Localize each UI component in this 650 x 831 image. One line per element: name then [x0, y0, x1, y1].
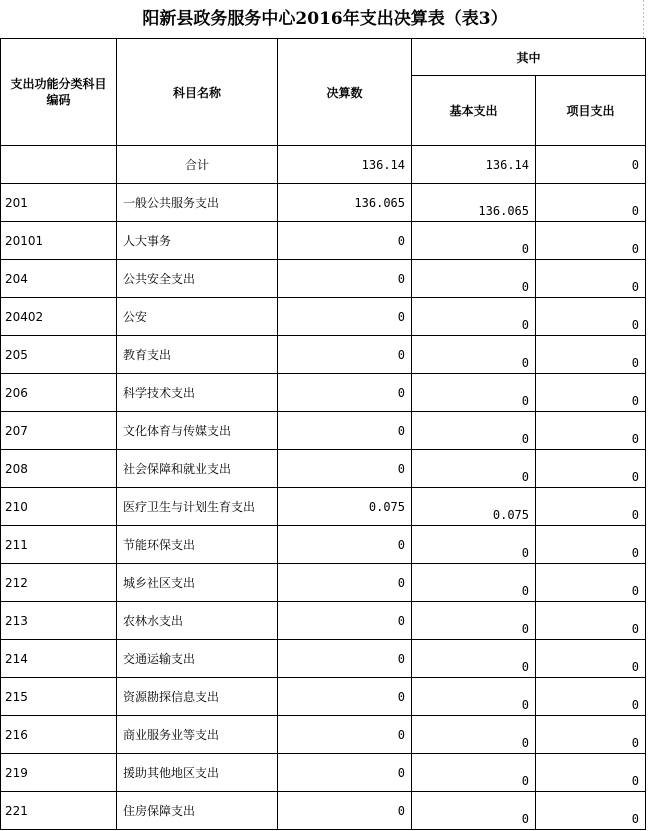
row-project: 0 — [536, 412, 646, 450]
table-row — [1, 222, 646, 260]
total-basic: 136.14 — [412, 146, 536, 184]
row-name: 资源勘探信息支出 — [117, 678, 278, 716]
table-row — [1, 374, 646, 412]
row-total: 0 — [278, 792, 412, 830]
table-row — [1, 488, 646, 526]
row-basic: 0 — [412, 450, 536, 488]
table-row — [1, 754, 646, 792]
table-row — [1, 526, 646, 564]
row-code: 212 — [1, 564, 117, 602]
row-basic: 0 — [412, 374, 536, 412]
row-code: 216 — [1, 716, 117, 754]
row-name: 教育支出 — [117, 336, 278, 374]
row-total: 0 — [278, 602, 412, 640]
row-project: 0 — [536, 488, 646, 526]
row-project: 0 — [536, 792, 646, 830]
row-name: 文化体育与传媒支出 — [117, 412, 278, 450]
row-basic: 0 — [412, 222, 536, 260]
row-code: 214 — [1, 640, 117, 678]
row-basic: 0 — [412, 336, 536, 374]
row-name: 公安 — [117, 298, 278, 336]
header-project: 项目支出 — [536, 76, 646, 146]
table-row — [1, 792, 646, 830]
row-total: 136.065 — [278, 184, 412, 222]
row-code: 219 — [1, 754, 117, 792]
row-project: 0 — [536, 564, 646, 602]
header-total: 决算数 — [278, 39, 412, 146]
row-total: 0 — [278, 754, 412, 792]
total-row — [1, 146, 646, 184]
table-row — [1, 184, 646, 222]
table-row — [1, 260, 646, 298]
row-name: 社会保障和就业支出 — [117, 450, 278, 488]
row-total: 0 — [278, 412, 412, 450]
row-total: 0 — [278, 222, 412, 260]
page-title: 阳新县政务服务中心2016年支出决算表（表3） — [142, 9, 508, 29]
row-name: 人大事务 — [117, 222, 278, 260]
row-basic: 0 — [412, 754, 536, 792]
row-total: 0 — [278, 526, 412, 564]
row-project: 0 — [536, 716, 646, 754]
table-row — [1, 564, 646, 602]
row-total: 0 — [278, 564, 412, 602]
row-code: 215 — [1, 678, 117, 716]
header-code: 支出功能分类科目编码 — [1, 39, 117, 146]
row-code: 204 — [1, 260, 117, 298]
table-row — [1, 336, 646, 374]
total-name: 合计 — [117, 146, 278, 184]
title-dotted-border — [643, 0, 644, 38]
row-basic: 0 — [412, 260, 536, 298]
row-total: 0 — [278, 716, 412, 754]
row-project: 0 — [536, 336, 646, 374]
row-basic: 0 — [412, 298, 536, 336]
row-basic: 0 — [412, 564, 536, 602]
row-project: 0 — [536, 184, 646, 222]
row-basic: 0 — [412, 640, 536, 678]
row-code: 20101 — [1, 222, 117, 260]
row-total: 0 — [278, 450, 412, 488]
row-project: 0 — [536, 298, 646, 336]
header-basic: 基本支出 — [412, 76, 536, 146]
row-basic: 0 — [412, 526, 536, 564]
row-project: 0 — [536, 640, 646, 678]
row-code: 210 — [1, 488, 117, 526]
row-project: 0 — [536, 260, 646, 298]
row-project: 0 — [536, 450, 646, 488]
row-basic: 0 — [412, 602, 536, 640]
total-amount: 136.14 — [278, 146, 412, 184]
table-row — [1, 412, 646, 450]
table-row — [1, 450, 646, 488]
row-project: 0 — [536, 754, 646, 792]
row-basic: 0 — [412, 792, 536, 830]
row-total: 0.075 — [278, 488, 412, 526]
row-basic: 0.075 — [412, 488, 536, 526]
row-name: 一般公共服务支出 — [117, 184, 278, 222]
header-group: 其中 — [412, 39, 646, 76]
row-total: 0 — [278, 374, 412, 412]
row-name: 农林水支出 — [117, 602, 278, 640]
row-total: 0 — [278, 640, 412, 678]
row-code: 207 — [1, 412, 117, 450]
row-name: 医疗卫生与计划生育支出 — [117, 488, 278, 526]
table-row — [1, 640, 646, 678]
row-basic: 0 — [412, 412, 536, 450]
row-code: 211 — [1, 526, 117, 564]
row-code: 213 — [1, 602, 117, 640]
total-code — [1, 146, 117, 184]
row-basic: 0 — [412, 678, 536, 716]
row-name: 援助其他地区支出 — [117, 754, 278, 792]
row-total: 0 — [278, 260, 412, 298]
row-name: 节能环保支出 — [117, 526, 278, 564]
row-project: 0 — [536, 602, 646, 640]
row-total: 0 — [278, 336, 412, 374]
row-code: 221 — [1, 792, 117, 830]
table-row — [1, 298, 646, 336]
row-total: 0 — [278, 298, 412, 336]
row-code: 206 — [1, 374, 117, 412]
table-row — [1, 716, 646, 754]
row-code: 201 — [1, 184, 117, 222]
row-code: 208 — [1, 450, 117, 488]
row-project: 0 — [536, 526, 646, 564]
table-row — [1, 602, 646, 640]
row-project: 0 — [536, 678, 646, 716]
row-name: 科学技术支出 — [117, 374, 278, 412]
row-name: 城乡社区支出 — [117, 564, 278, 602]
row-name: 住房保障支出 — [117, 792, 278, 830]
expenditure-table — [0, 38, 646, 830]
row-basic: 0 — [412, 716, 536, 754]
row-project: 0 — [536, 374, 646, 412]
row-name: 交通运输支出 — [117, 640, 278, 678]
table-row — [1, 678, 646, 716]
total-project: 0 — [536, 146, 646, 184]
row-code: 205 — [1, 336, 117, 374]
row-name: 商业服务业等支出 — [117, 716, 278, 754]
row-project: 0 — [536, 222, 646, 260]
row-code: 20402 — [1, 298, 117, 336]
row-total: 0 — [278, 678, 412, 716]
row-basic: 136.065 — [412, 184, 536, 222]
header-name: 科目名称 — [117, 39, 278, 146]
row-name: 公共安全支出 — [117, 260, 278, 298]
